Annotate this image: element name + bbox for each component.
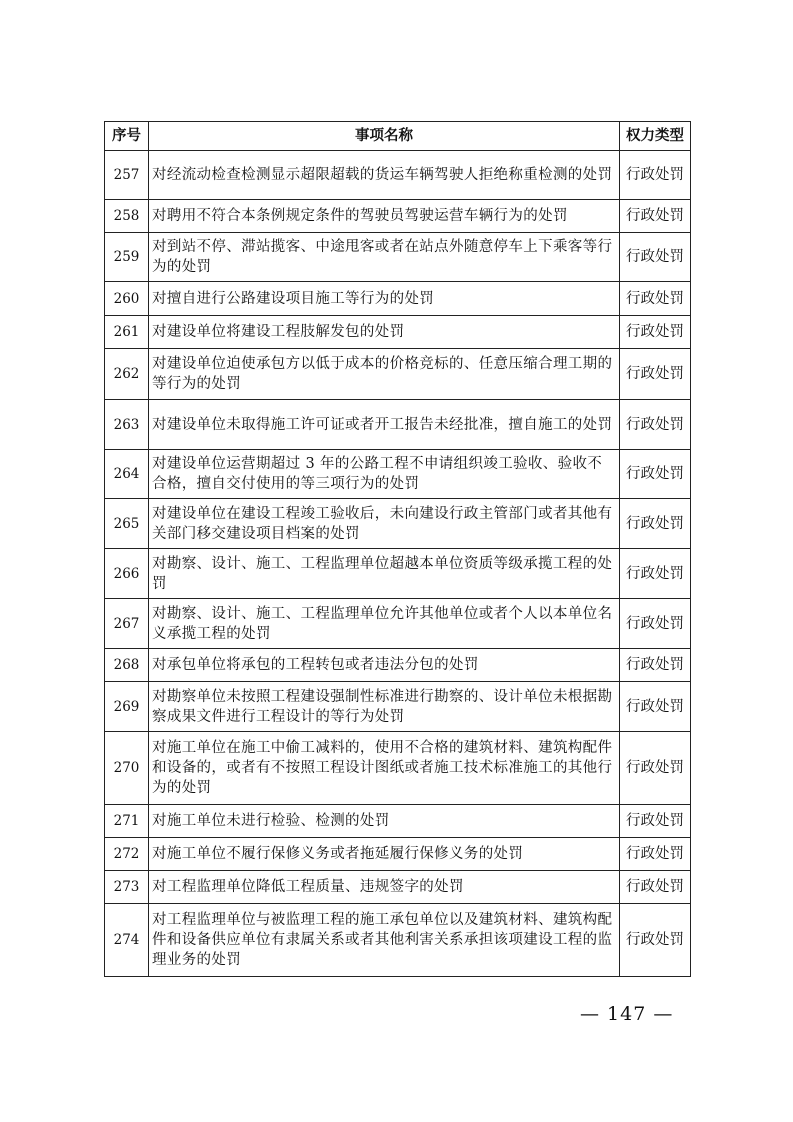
row-serial-no: 259	[105, 233, 149, 282]
row-item-name: 对建设单位将建设工程肢解发包的处罚	[149, 316, 620, 349]
row-power-type: 行政处罚	[620, 450, 691, 499]
row-serial-no: 260	[105, 282, 149, 316]
row-serial-no: 267	[105, 599, 149, 649]
table-row	[105, 682, 691, 732]
table-row	[105, 549, 691, 599]
row-item-name: 对勘察单位未按照工程建设强制性标准进行勘察的、设计单位未根据勘察成果文件进行工程设计的等行为处罚	[149, 682, 620, 732]
row-power-type: 行政处罚	[620, 649, 691, 682]
row-serial-no: 272	[105, 838, 149, 871]
table-row	[105, 904, 691, 977]
row-power-type: 行政处罚	[620, 349, 691, 400]
row-power-type: 行政处罚	[620, 200, 691, 233]
row-item-name: 对工程监理单位降低工程质量、违规签字的处罚	[149, 871, 620, 904]
row-serial-no: 264	[105, 450, 149, 499]
row-item-name: 对工程监理单位与被监理工程的施工承包单位以及建筑材料、建筑构配件和设备供应单位有隶属关系或者其他利害关系承担该项建设工程的监理业务的处罚	[149, 904, 620, 977]
row-power-type: 行政处罚	[620, 682, 691, 732]
table-row	[105, 499, 691, 549]
row-serial-no: 258	[105, 200, 149, 233]
row-item-name: 对施工单位未进行检验、检测的处罚	[149, 805, 620, 838]
row-serial-no: 270	[105, 732, 149, 805]
row-power-type: 行政处罚	[620, 871, 691, 904]
row-power-type: 行政处罚	[620, 282, 691, 316]
table-row	[105, 599, 691, 649]
header-item-name: 事项名称	[149, 122, 620, 151]
row-power-type: 行政处罚	[620, 400, 691, 450]
row-serial-no: 262	[105, 349, 149, 400]
page-number: — 147 —	[580, 1003, 674, 1025]
row-serial-no: 265	[105, 499, 149, 549]
row-power-type: 行政处罚	[620, 499, 691, 549]
row-item-name: 对施工单位不履行保修义务或者拖延履行保修义务的处罚	[149, 838, 620, 871]
row-item-name: 对建设单位迫使承包方以低于成本的价格竞标的、任意压缩合理工期的等行为的处罚	[149, 349, 620, 400]
table-header-row	[105, 122, 691, 151]
row-serial-no: 274	[105, 904, 149, 977]
row-power-type: 行政处罚	[620, 805, 691, 838]
row-item-name: 对勘察、设计、施工、工程监理单位超越本单位资质等级承揽工程的处罚	[149, 549, 620, 599]
header-serial-no: 序号	[105, 122, 149, 151]
row-item-name: 对擅自进行公路建设项目施工等行为的处罚	[149, 282, 620, 316]
row-power-type: 行政处罚	[620, 838, 691, 871]
row-serial-no: 263	[105, 400, 149, 450]
row-item-name: 对建设单位未取得施工许可证或者开工报告未经批准，擅自施工的处罚	[149, 400, 620, 450]
table-row	[105, 282, 691, 316]
row-power-type: 行政处罚	[620, 732, 691, 805]
header-power-type: 权力类型	[620, 122, 691, 151]
row-power-type: 行政处罚	[620, 599, 691, 649]
row-serial-no: 266	[105, 549, 149, 599]
row-item-name: 对承包单位将承包的工程转包或者违法分包的处罚	[149, 649, 620, 682]
table-row	[105, 871, 691, 904]
row-power-type: 行政处罚	[620, 151, 691, 200]
row-item-name: 对建设单位在建设工程竣工验收后，未向建设行政主管部门或者其他有关部门移交建设项目档案的处罚	[149, 499, 620, 549]
row-item-name: 对施工单位在施工中偷工减料的，使用不合格的建筑材料、建筑构配件和设备的，或者有不按照工程设计图纸或者施工技术标准施工的其他行为的处罚	[149, 732, 620, 805]
row-item-name: 对建设单位运营期超过 3 年的公路工程不申请组织竣工验收、验收不合格，擅自交付使用的等三项行为的处罚	[149, 450, 620, 499]
table-row	[105, 450, 691, 499]
row-item-name: 对经流动检查检测显示超限超载的货运车辆驾驶人拒绝称重检测的处罚	[149, 151, 620, 200]
row-serial-no: 271	[105, 805, 149, 838]
table-row	[105, 400, 691, 450]
row-serial-no: 269	[105, 682, 149, 732]
table-row	[105, 732, 691, 805]
row-serial-no: 268	[105, 649, 149, 682]
table-row	[105, 805, 691, 838]
table-row	[105, 316, 691, 349]
row-item-name: 对勘察、设计、施工、工程监理单位允许其他单位或者个人以本单位名义承揽工程的处罚	[149, 599, 620, 649]
row-serial-no: 257	[105, 151, 149, 200]
power-list-table	[104, 121, 691, 977]
row-power-type: 行政处罚	[620, 233, 691, 282]
table-row	[105, 151, 691, 200]
row-power-type: 行政处罚	[620, 316, 691, 349]
row-serial-no: 273	[105, 871, 149, 904]
table-row	[105, 838, 691, 871]
row-power-type: 行政处罚	[620, 904, 691, 977]
row-item-name: 对聘用不符合本条例规定条件的驾驶员驾驶运营车辆行为的处罚	[149, 200, 620, 233]
row-item-name: 对到站不停、滞站揽客、中途甩客或者在站点外随意停车上下乘客等行为的处罚	[149, 233, 620, 282]
row-serial-no: 261	[105, 316, 149, 349]
table-row	[105, 200, 691, 233]
row-power-type: 行政处罚	[620, 549, 691, 599]
table-row	[105, 649, 691, 682]
table-row	[105, 349, 691, 400]
table-row	[105, 233, 691, 282]
